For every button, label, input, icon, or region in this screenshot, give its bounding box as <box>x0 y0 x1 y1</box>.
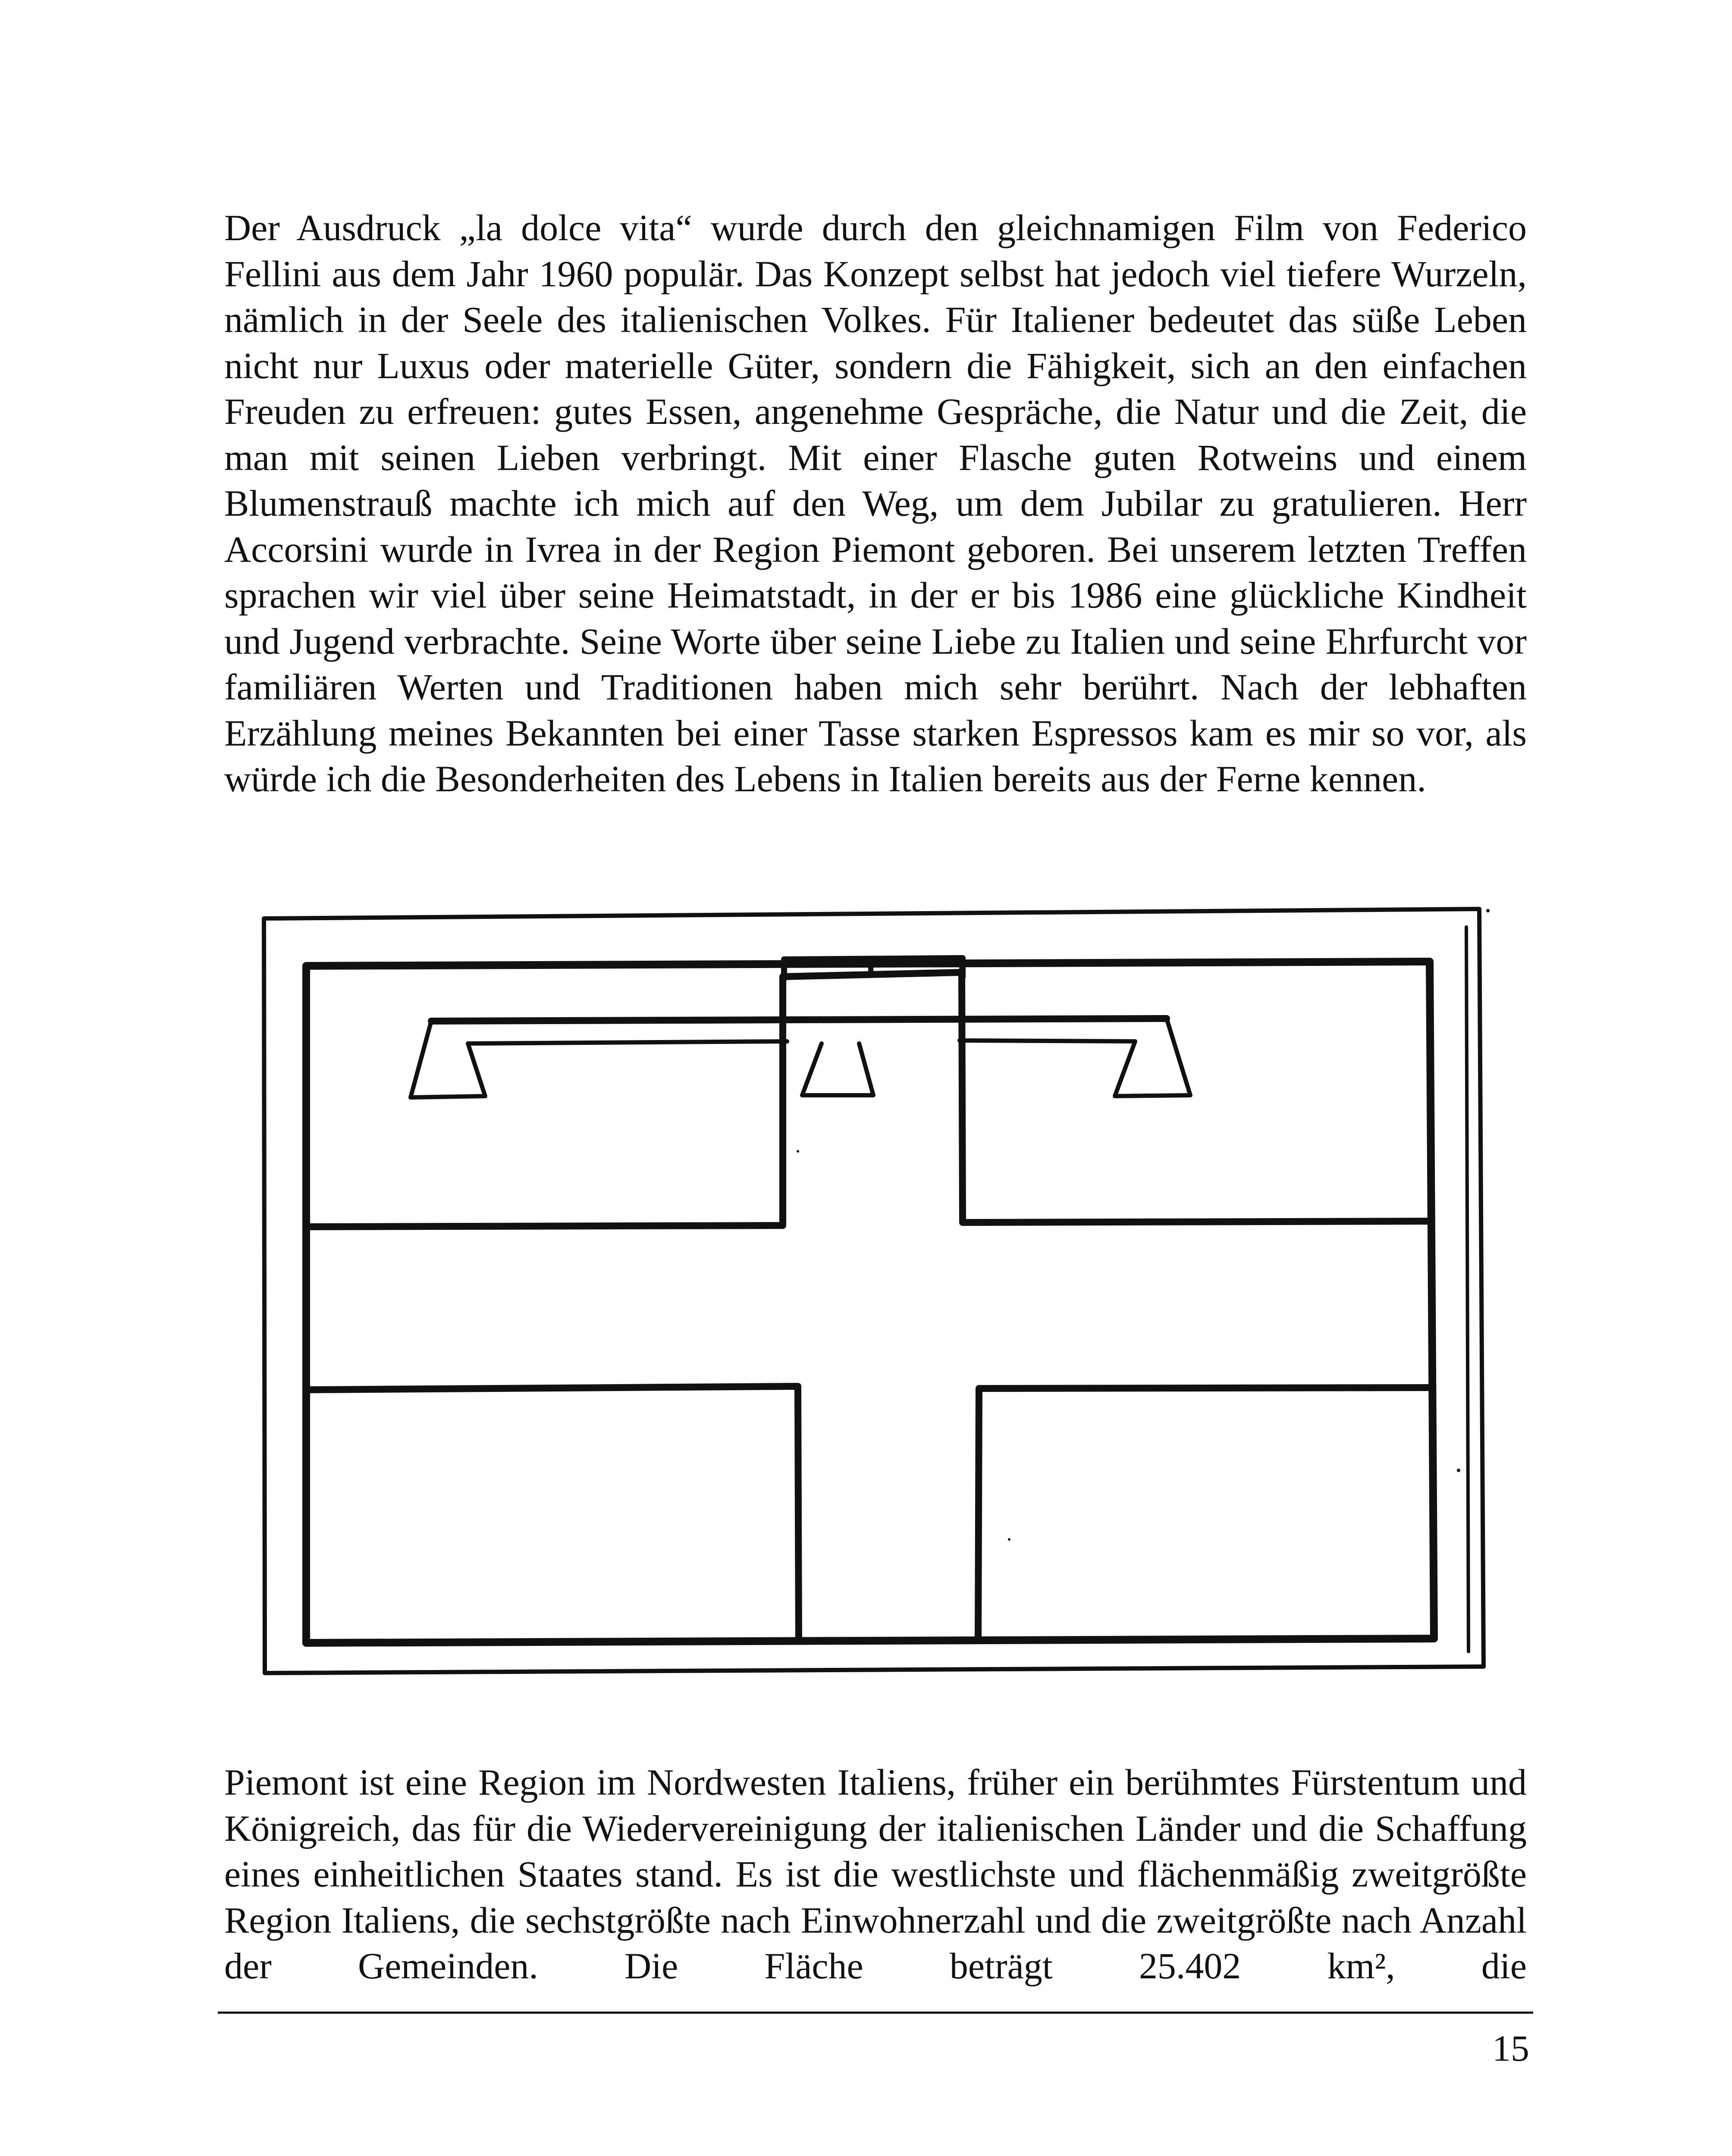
piedmont-flag-figure <box>259 901 1509 1690</box>
paragraph-piemont: Piemont ist eine Region im Nordwesten Italiens, früher ein berühmtes Fürstentum und Königreich, das für die Wiedervereinigung der italienischen Länder und die Schaffung eines einheitlichen Staates stand. Es ist die westlichste und flächenmäßig zweitgrößte Region Italiens, die sechstgrößte nach Einwohnerzahl und die zweitgrößte nach Anzahl der Gemeinden. Die Fläche beträgt 25.402 km², die <box>224 1761 1527 1987</box>
paragraph-intro: Der Ausdruck „la dolce vita“ wurde durch den gleichnamigen Film von Federico Fellini aus dem Jahr 1960 populär. Das Konzept selbst hat jedoch viel tiefere Wurzeln, nämlich in der Seele des italienischen Volkes. Für Italiener bedeutet das süße Leben nicht nur Luxus oder materielle Güter, sondern die Fähigkeit, sich an den einfachen Freuden zu erfreuen: gutes Essen, angenehme Gespräche, die Natur und die Zeit, die man mit seinen Lieben verbringt. Mit einer Flasche guten Rotweins und einem Blumenstrauß machte ich mich auf den Weg, um dem Jubilar zu gratulieren. Herr Accorsini wurde in Ivrea in der Region Piemont geboren. Bei unserem letzten Treffen sprachen wir viel über seine Heimatstadt, in der er bis 1986 eine glückliche Kindheit und Jugend verbrachte. Seine Worte über seine Liebe zu Italien und seine Ehrfurcht vor familiären Werten und Traditionen haben mich sehr berührt. Nach der lebhaften Erzählung meines Bekannten bei einer Tasse starken Espressos kam es mir so vor, als würde ich die Besonderheiten des Lebens in Italien bereits aus der Ferne kennen. <box>224 207 1527 799</box>
footer-rule <box>218 2012 1533 2014</box>
piedmont-flag-icon <box>259 901 1509 1690</box>
page-number: 15 <box>1492 2028 1529 2069</box>
